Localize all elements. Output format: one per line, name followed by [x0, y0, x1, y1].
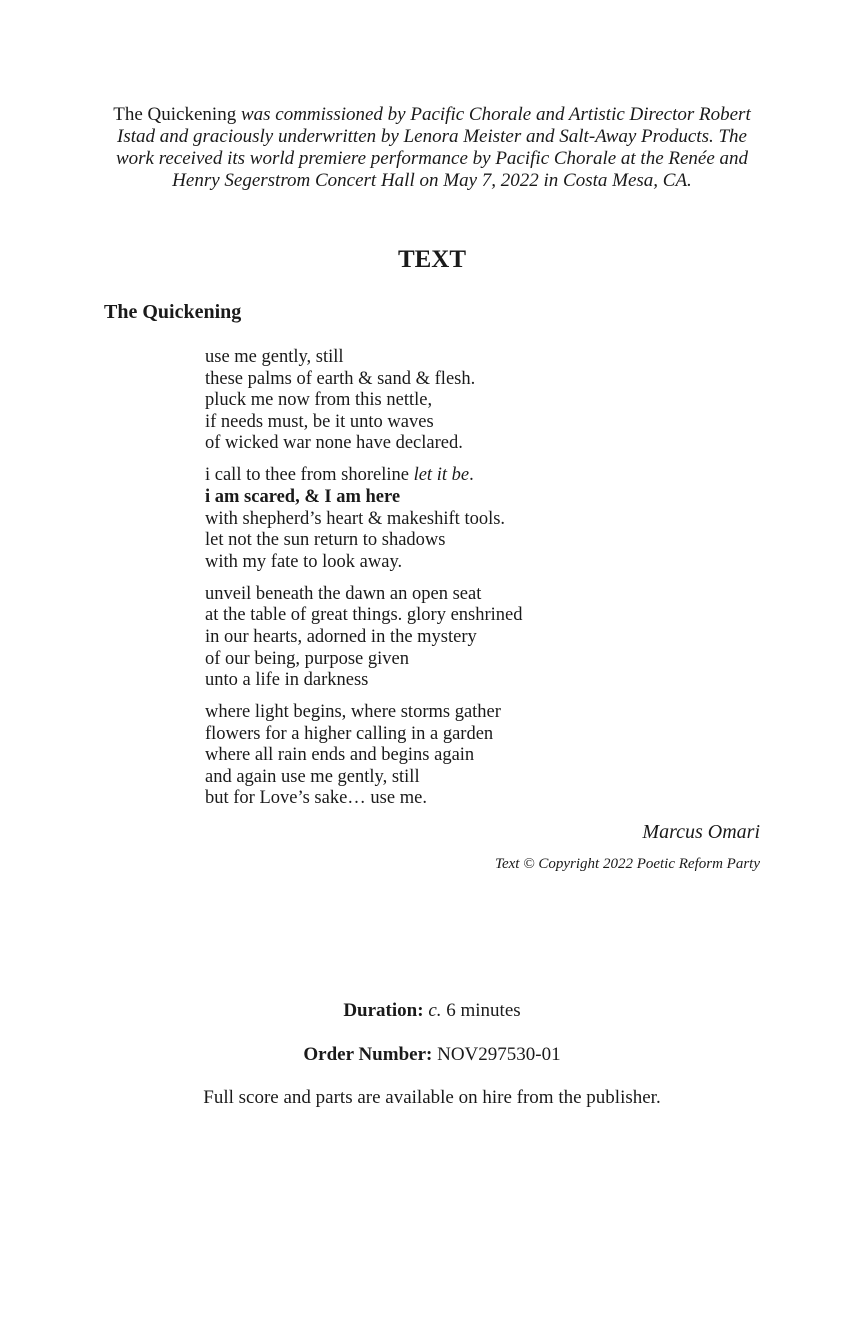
commission-work-title: The Quickening	[113, 104, 237, 125]
text-copyright: Text © Copyright 2022 Poetic Reform Party	[495, 856, 760, 872]
stanza-1	[205, 347, 765, 455]
poem-line: at the table of great things. glory enshrined	[205, 605, 523, 626]
poem-line: flowers for a higher calling in a garden	[205, 723, 494, 744]
poem-line: use me gently, still	[205, 347, 344, 367]
poem-line: with my fate to look away.	[205, 551, 403, 572]
poem-title: The Quickening	[104, 301, 242, 323]
poem-line: these palms of earth & sand & flesh.	[205, 368, 476, 389]
poem-line: where light begins, where storms gather	[205, 702, 501, 723]
poem-line: of our being, purpose given	[205, 648, 409, 669]
poem-line: and again use me gently, still	[205, 766, 420, 787]
poem-line-bold: i am scared, & I am here	[205, 486, 401, 507]
stanza-4	[205, 702, 765, 810]
poem-line: if needs must, be it unto waves	[205, 411, 434, 432]
section-heading: TEXT	[397, 246, 467, 273]
poem-line	[205, 465, 765, 487]
poem-line-italic: let it be	[413, 465, 470, 486]
poem-line: unveil beneath the dawn an open seat	[205, 583, 482, 604]
poem-line-punctuation: .	[469, 465, 474, 486]
duration-line	[0, 1000, 864, 1022]
stanza-2	[205, 465, 765, 573]
poem-line: let not the sun return to shadows	[205, 530, 446, 551]
order-number-line	[0, 1044, 864, 1066]
poem-line: where all rain ends and begins again	[205, 745, 475, 766]
duration-approx: c.	[428, 1000, 442, 1021]
stanza-3	[205, 584, 765, 692]
duration-value: 6 minutes	[441, 1000, 521, 1021]
duration-label: Duration:	[343, 1000, 424, 1021]
availability-note: Full score and parts are available on hire from the publisher.	[203, 1087, 661, 1108]
poem-line: pluck me now from this nettle,	[205, 390, 433, 411]
poem-line: with shepherd’s heart & makeshift tools.	[205, 508, 506, 529]
poem-body	[205, 347, 765, 820]
order-number-label: Order Number:	[303, 1044, 433, 1065]
poem-author: Marcus Omari	[642, 821, 760, 843]
poem-line: but for Love’s sake… use me.	[205, 788, 427, 809]
order-number-value: NOV297530-01	[432, 1044, 561, 1065]
poem-line: of wicked war none have declared.	[205, 433, 463, 454]
poem-line: unto a life in darkness	[205, 670, 369, 691]
poem-line: in our hearts, adorned in the mystery	[205, 626, 477, 647]
poem-line-text: i call to thee from shoreline	[205, 465, 414, 486]
commission-note	[100, 104, 764, 192]
commission-text: was commissioned by Pacific Chorale and Artistic Director Robert Istad and graciously underwritten by Lenora Meister and Salt-Away Products. The work received its world premiere performance by Pacific Chorale at the Renée and Henry Segerstrom Concert Hall on May 7, 2022 in Costa Mesa, CA.	[115, 104, 751, 191]
